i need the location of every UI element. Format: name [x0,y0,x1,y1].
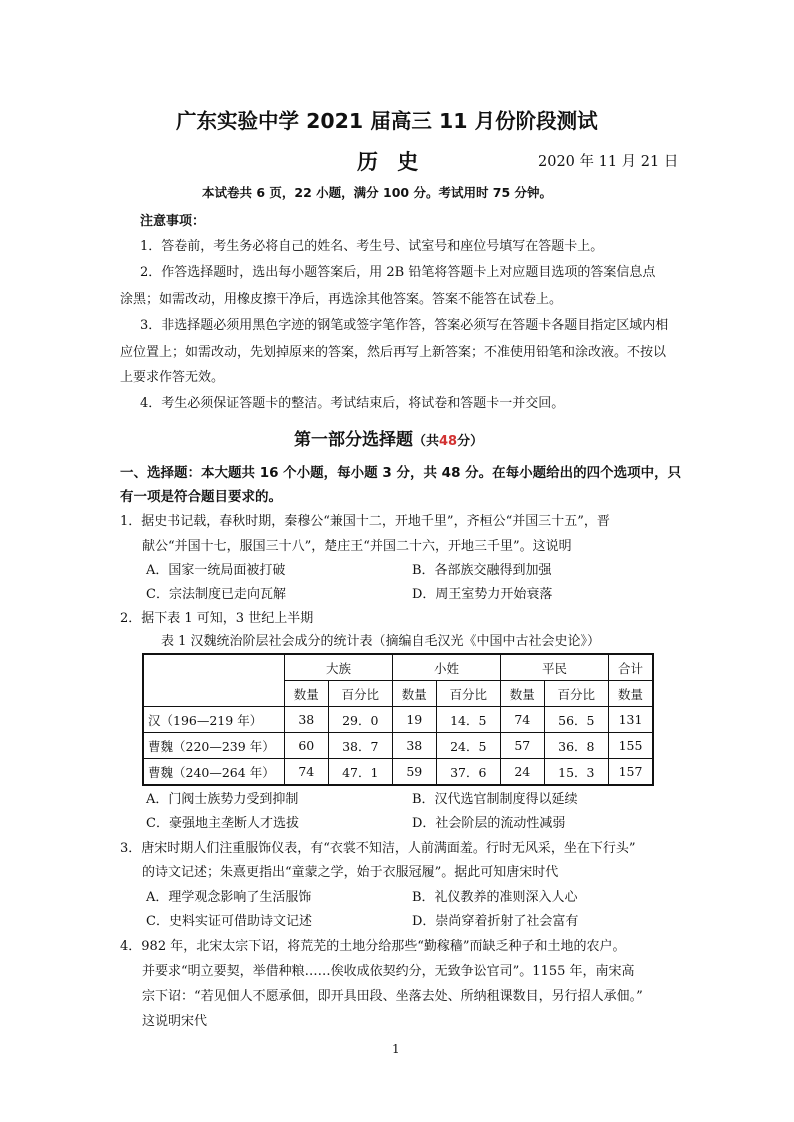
table-cell: 15．3 [544,759,608,786]
table-cell: 38．7 [328,733,392,759]
sub-header: 数量 [285,681,329,707]
q1-option-a[interactable]: A．国家一统局面被打破 [146,563,286,578]
q3-option-c[interactable]: C．史料实证可借助诗文记述 [146,914,312,929]
section-instruction: 有一项是符合题目要求的。 [120,489,282,505]
note-line: 应位置上；如需改动，先划掉原来的答案，然后再写上新答案；不准使用铅笔和涂改液。不按以 [120,345,667,360]
exam-date: 2020 年 11 月 21 日 [538,154,679,170]
table-cell: 74 [285,759,329,786]
q2-option-a[interactable]: A．门阀士族势力受到抑制 [146,792,299,807]
question-4-stem: 这说明宋代 [142,1014,208,1029]
note-line: 2．作答选择题时，选出每小题答案后，用 2B 铅笔将答题卡上对应题目选项的答案信息点 [140,265,656,280]
exam-title: 广东实验中学 2021 届高三 11 月份阶段测试 [176,109,598,133]
table-cell: 60 [285,733,329,759]
table-caption: 表 1 汉魏统治阶层社会成分的统计表（摘编自毛汉光《中国中古社会史论》） [161,634,601,649]
sub-header: 百分比 [544,681,608,707]
table-cell: 157 [609,759,653,786]
group-header: 平民 [501,654,609,681]
q1-option-c[interactable]: C．宗法制度已走向瓦解 [146,587,286,602]
table-cell: 56．5 [544,707,608,733]
question-4-stem: 宗下诏：“若见佃人不愿承佃，即开具田段、坐落去处、所纳租课数目，另行招人承佃。” [142,989,643,1004]
q1-option-b[interactable]: B．各部族交融得到加强 [412,563,552,578]
table-cell: 24．5 [436,733,500,759]
row-label: 曹魏（220—239 年） [143,733,285,759]
section-instruction: 一、选择题：本大题共 16 个小题，每小题 3 分，共 48 分。在每小题给出的四个选项中，只 [120,465,682,481]
table-row [143,707,653,733]
question-3-stem: 3．唐宋时期人们注重服饰仪表，有“衣裳不知洁，人前满面羞。行时无风采，坐在下行头” [120,841,636,856]
q2-option-b[interactable]: B．汉代选官制制度得以延续 [412,792,578,807]
table-cell: 29．0 [328,707,392,733]
sub-header: 数量 [501,681,545,707]
table-row [143,759,653,786]
subject-heading: 历 史 [357,150,425,174]
question-4-stem: 4．982 年，北宋太宗下诏，将荒芜的土地分给那些“勤稼穑”而缺乏种子和土地的农户。 [120,939,626,954]
sub-header: 百分比 [328,681,392,707]
note-line: 4．考生必须保证答题卡的整洁。考试结束后，将试卷和答题卡一并交回。 [140,396,565,411]
table-cell: 155 [609,733,653,759]
stats-table [142,653,654,786]
group-header: 小姓 [393,654,501,681]
q3-option-a[interactable]: A．理学观念影响了生活服饰 [146,890,312,905]
q3-option-d[interactable]: D．崇尚穿着折射了社会富有 [412,914,579,929]
table-cell: 38 [285,707,329,733]
sub-header: 百分比 [436,681,500,707]
row-label: 汉（196—219 年） [143,707,285,733]
q3-option-b[interactable]: B．礼仪教养的准则深入人心 [412,890,578,905]
question-3-stem: 的诗文记述；朱熹更指出“童蒙之学，始于衣服冠履”。据此可知唐宋时代 [142,865,559,880]
part-score-suffix: 分） [457,434,484,449]
q1-option-d[interactable]: D．周王室势力开始衰落 [412,587,553,602]
table-cell: 47．1 [328,759,392,786]
table-cell: 131 [609,707,653,733]
part-title-text: 第一部分选择题 [294,430,413,450]
table-cell: 14．5 [436,707,500,733]
table-cell: 57 [501,733,545,759]
table-cell: 19 [393,707,437,733]
table-row [143,733,653,759]
note-line: 上要求作答无效。 [120,370,225,385]
part-one-title [294,425,483,450]
note-line: 3．非选择题必须用黑色字迹的钢笔或签字笔作答，答案必须写在答题卡各题目指定区域内相 [140,318,669,333]
question-1-stem: 1．据史书记载，春秋时期，秦穆公“兼国十二，开地千里”，齐桓公“并国三十五”，晋 [120,514,610,529]
sub-header: 数量 [393,681,437,707]
page-number: 1 [392,1042,400,1056]
question-2-stem: 2．据下表 1 可知，3 世纪上半期 [120,611,314,626]
note-line: 涂黑；如需改动，用橡皮擦干净后，再选涂其他答案。答案不能答在试卷上。 [120,292,563,307]
table-cell: 74 [501,707,545,733]
table-cell: 59 [393,759,437,786]
table-cell: 38 [393,733,437,759]
group-header: 大族 [285,654,393,681]
question-4-stem: 并要求“明立要契，举借种粮……俟收成依契约分，无致争讼官司”。1155 年，南宋高 [142,964,635,979]
row-label: 曹魏（240—264 年） [143,759,285,786]
q2-option-c[interactable]: C．豪强地主垄断人才选拔 [146,816,299,831]
note-line: 1．答卷前，考生务必将自己的姓名、考生号、试室号和座位号填写在答题卡上。 [140,239,604,254]
notes-title: 注意事项： [140,214,206,229]
question-1-stem: 献公“并国十七，服国三十八”，楚庄王“并国二十六，开地三千里”。这说明 [142,539,572,554]
sub-header: 数量 [609,681,653,707]
part-score-value: 48 [439,434,458,449]
q2-option-d[interactable]: D．社会阶层的流动性减弱 [412,816,566,831]
part-score-prefix: （共 [413,434,440,449]
table-cell: 24 [501,759,545,786]
table-cell: 37．6 [436,759,500,786]
table-cell: 36．8 [544,733,608,759]
exam-info: 本试卷共 6 页，22 小题，满分 100 分。考试用时 75 分钟。 [202,185,553,200]
group-header: 合计 [609,654,653,681]
table-corner-cell [143,654,285,707]
